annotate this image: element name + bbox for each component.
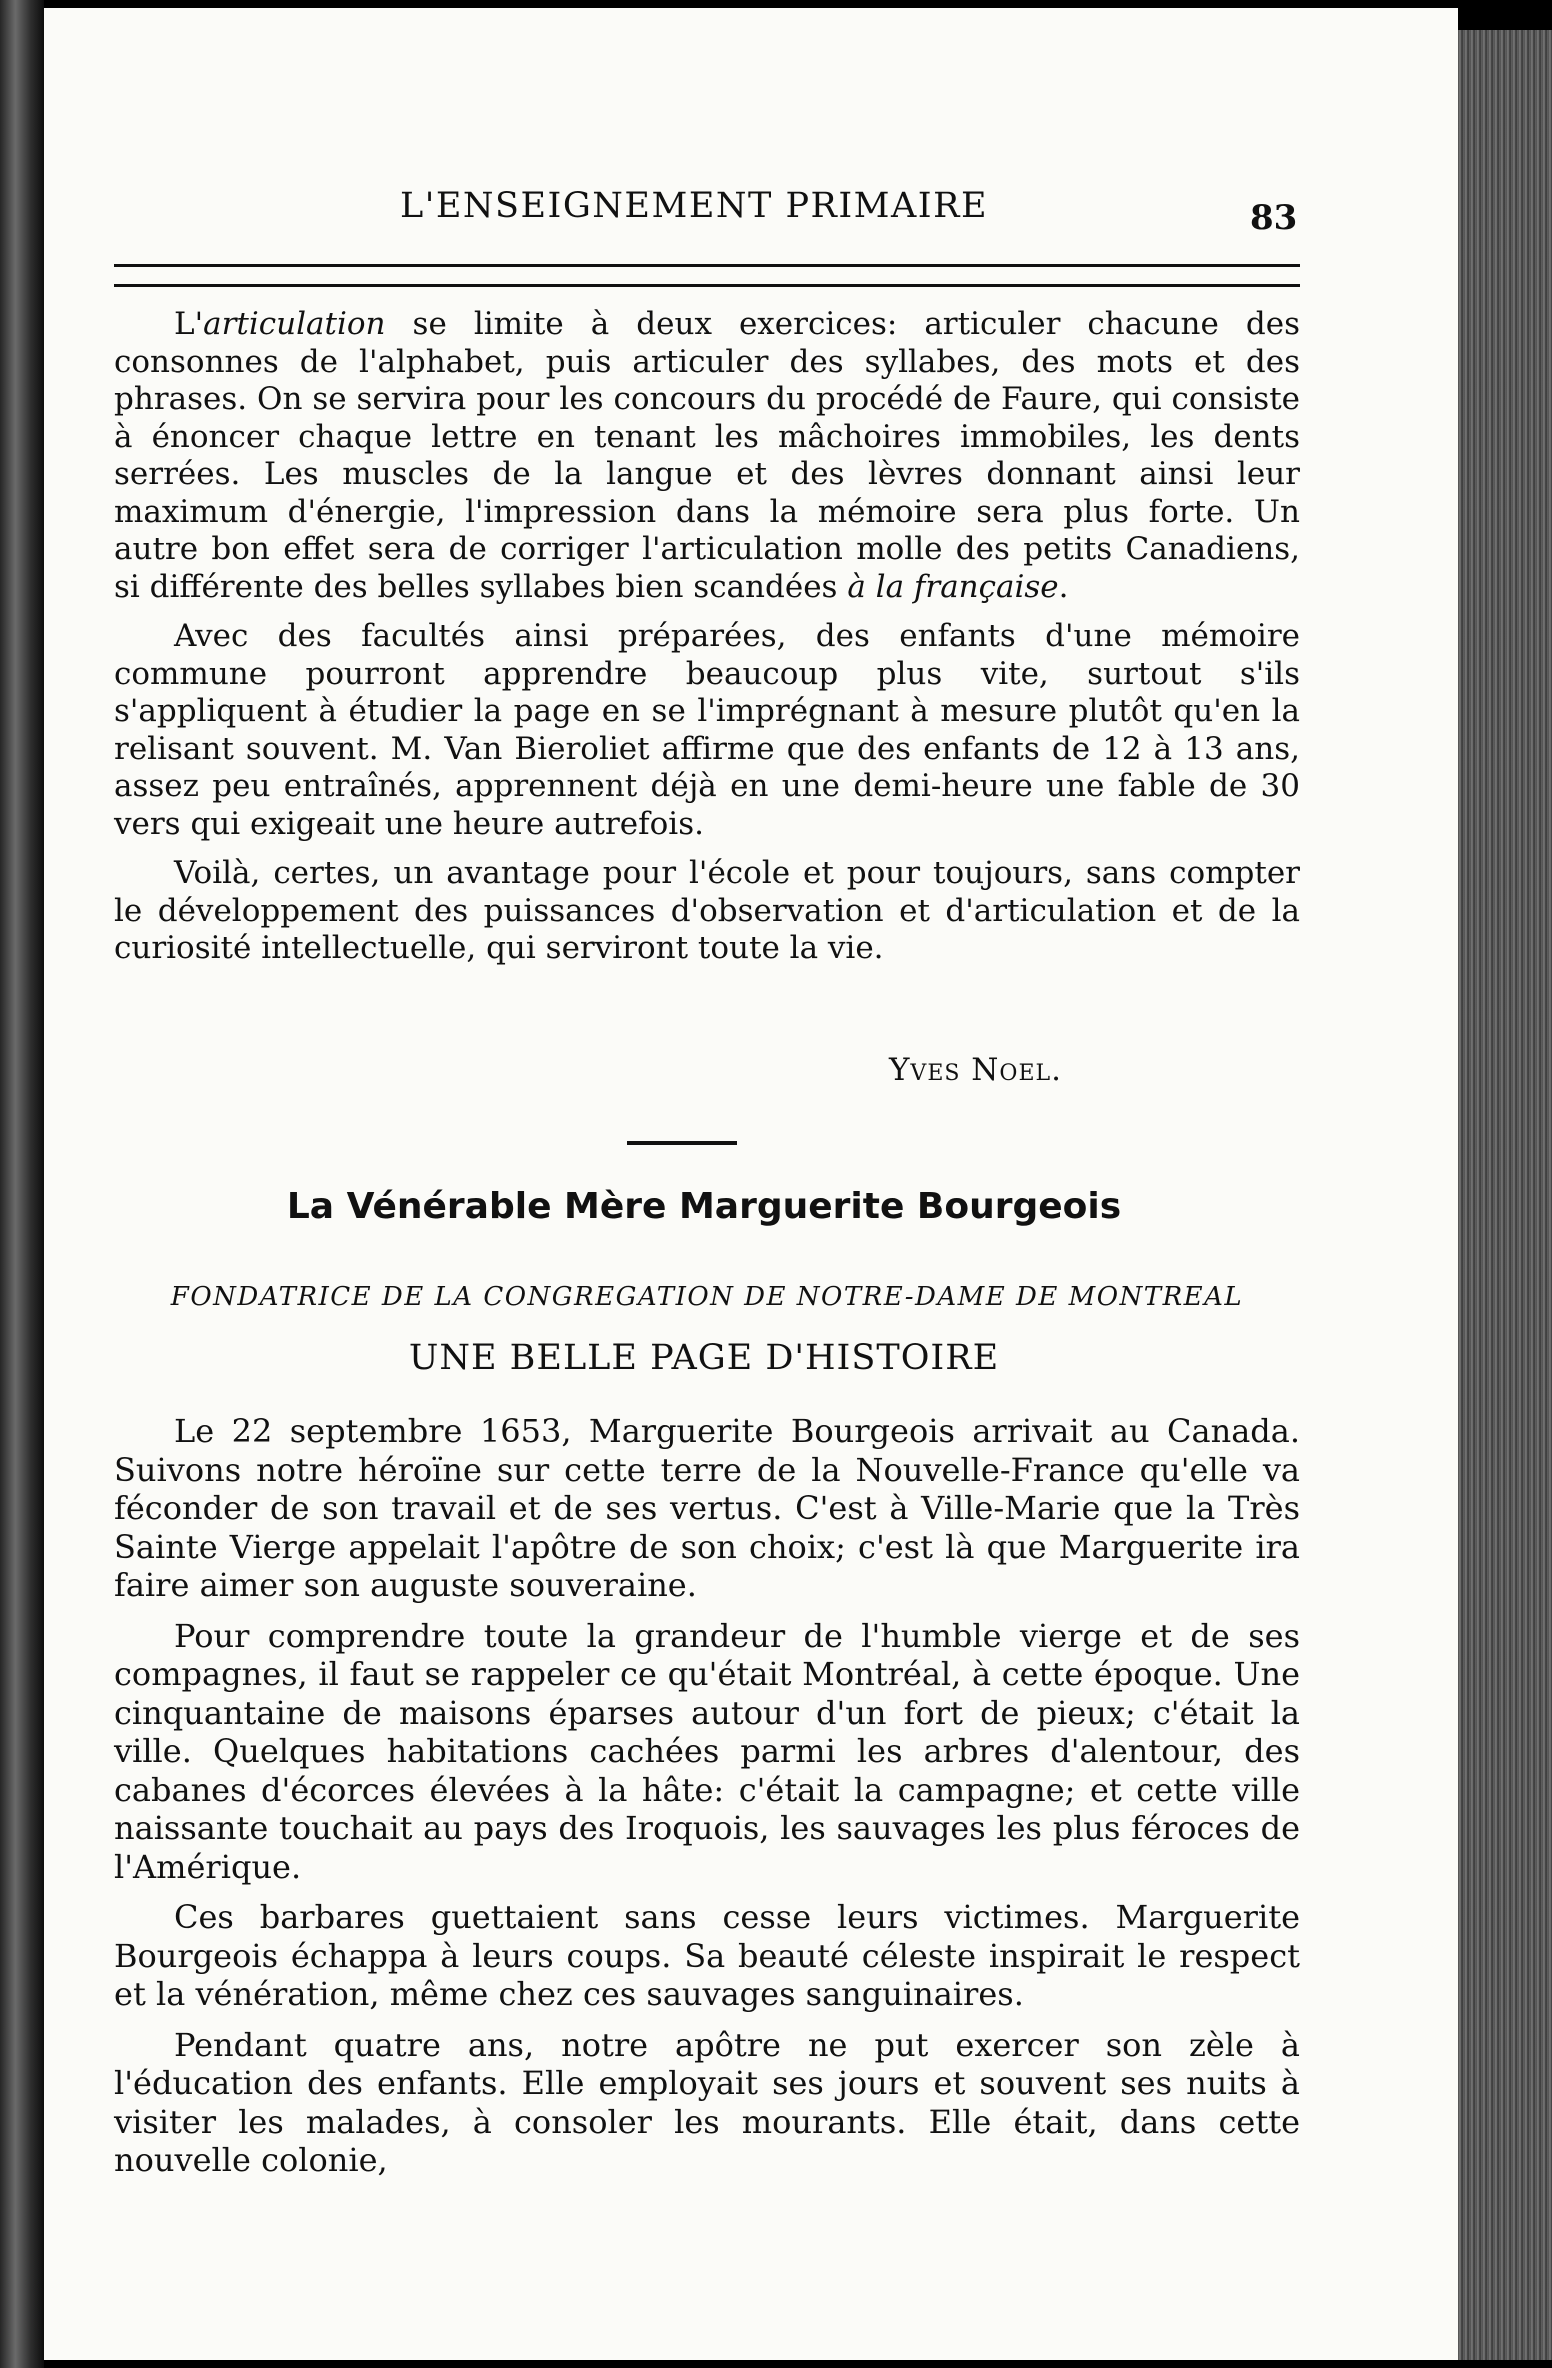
paragraph: Le 22 septembre 1653, Marguerite Bourgeois arrivait au Canada. Suivons notre héroïne sur cette terre de la Nouvelle-France qu'elle va féconder de son travail et de ses vertus. C'est à Ville-Marie que la Très Sainte Vierge appelait l'apôtre de son choix; c'est là que Marguerite ira faire aimer son auguste souveraine.	[114, 1412, 1300, 1604]
page-number: 83	[1250, 198, 1298, 238]
lead-prefix: L'	[174, 306, 204, 342]
article-heading: UNE BELLE PAGE D'HISTOIRE	[408, 1338, 1000, 1378]
essay-conclusion	[114, 306, 1300, 980]
paragraph: Voilà, certes, un avantage pour l'école et pour toujours, sans compter le développement des puissances d'observation et d'articulation et de la curiosité intellectuelle, qui serviront toute la vie.	[114, 855, 1300, 966]
italic-term: articulation	[203, 306, 386, 342]
article-body	[114, 1412, 1300, 2192]
paragraph: Avec des facultés ainsi préparées, des enfants d'une mémoire commune pourront apprendre beaucoup plus vite, surtout s'ils s'appliquent à étudier la page en se l'imprégnant à mesure plutôt qu'en la relisant souvent. M. Van Bieroliet affirme que des enfants de 12 à 13 ans, assez peu entraînés, apprennent déjà en une demi-heure une fable de 30 vers qui exigeait une heure autrefois.	[114, 618, 1300, 842]
book-spine-shadow	[0, 0, 44, 2368]
header-rule-bottom	[114, 284, 1300, 287]
paragraph-tail: .	[1058, 568, 1069, 605]
article-subtitle: FONDATRICE DE LA CONGREGATION DE NOTRE-DAME DE MONTREAL	[170, 1282, 1244, 1312]
italic-phrase: à la française	[847, 568, 1059, 605]
paragraph: Pour comprendre toute la grandeur de l'humble vierge et de ses compagnes, il faut se rappeler ce qu'était Montréal, à cette époque. Une cinquantaine de maisons éparses autour d'un fort de pieux; c'était la ville. Quelques habitations cachées parmi les arbres d'alentour, des cabanes d'écorces élevées à la hâte: c'était la campagne; et cette ville naissante touchait au pays des Iroquois, les sauvages les plus féroces de l'Amérique.	[114, 1616, 1300, 1886]
section-divider	[627, 1141, 737, 1145]
article-title: La Vénérable Mère Marguerite Bourgeois	[286, 1186, 1122, 1227]
book-page	[44, 8, 1458, 2360]
paragraph: Ces barbares guettaient sans cesse leurs victimes. Marguerite Bourgeois échappa à leurs coups. Sa beauté céleste inspirait le respect et la vénération, même chez ces sauvages sanguinaires.	[114, 1898, 1300, 2013]
author-signature: Yves Noel.	[888, 1052, 1062, 1088]
paragraph: Pendant quatre ans, notre apôtre ne put exercer son zèle à l'éducation des enfants. Elle employait ses jours et souvent ses nuits à visiter les malades, à consoler les mourants. Elle était, dans cette nouvelle colonie,	[114, 2025, 1300, 2179]
paragraph-text: se limite à deux exercices: articuler chacune des consonnes de l'alphabet, puis articuler des syllabes, des mots et des phrases. On se servira pour les concours du procédé de Faure, qui consiste à énoncer chaque lettre en tenant les mâchoires immobiles, les dents serrées. Les muscles de la langue et des lèvres donnant ainsi leur maximum d'énergie, l'impression dans la mémoire sera plus forte. Un autre bon effet sera de corriger l'articulation molle des petits Canadiens, si différente des belles syllabes bien scandées	[114, 306, 1300, 605]
paragraph	[114, 306, 1300, 606]
running-title: L'ENSEIGNEMENT PRIMAIRE	[399, 186, 989, 226]
header-rule-top	[114, 264, 1300, 267]
page-edges	[1458, 30, 1552, 2360]
